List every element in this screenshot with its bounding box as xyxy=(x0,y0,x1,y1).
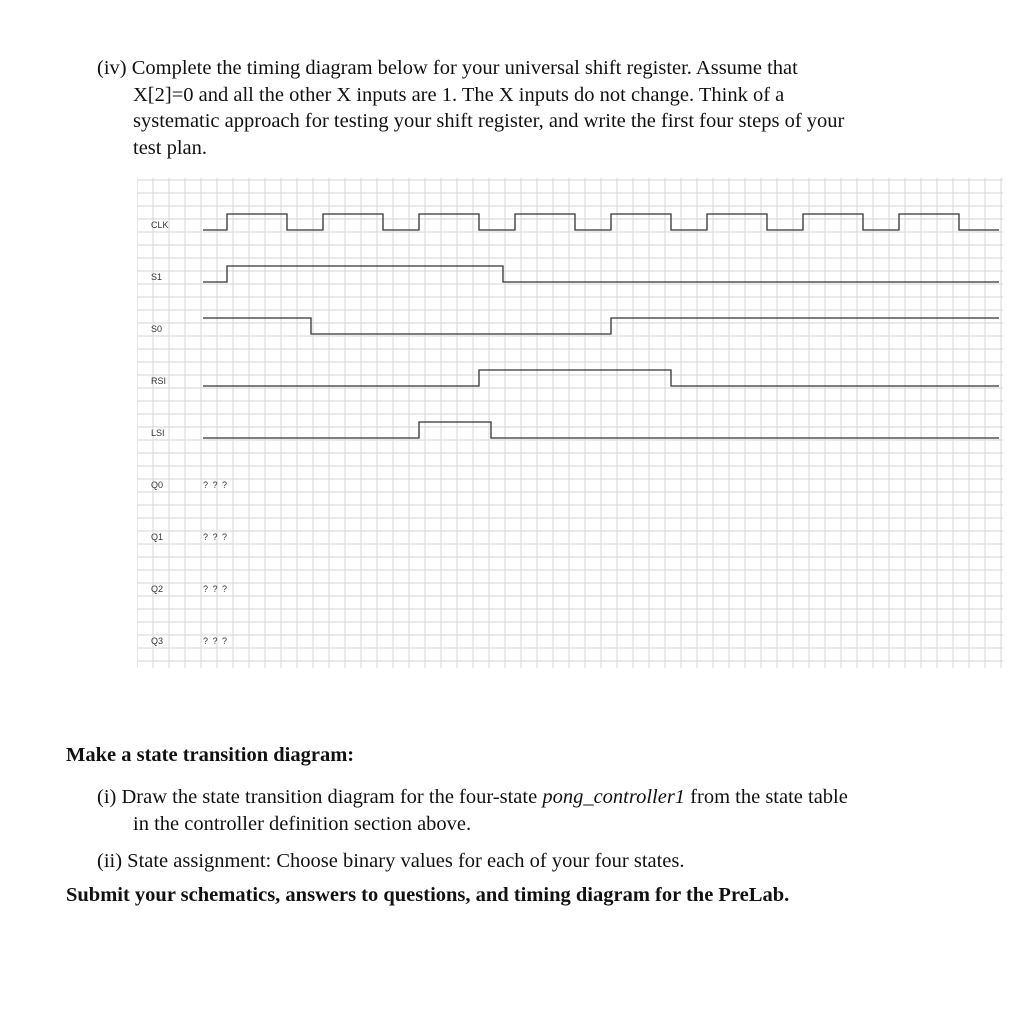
question-iv-line-2: X[2]=0 and all the other X inputs are 1. The X inputs do not change. Think of a xyxy=(133,83,785,106)
signal-label-lsi: LSI xyxy=(151,428,165,438)
signal-label-q3: Q3 xyxy=(151,636,164,646)
item-ii: (ii) State assignment: Choose binary values for each of your four states. xyxy=(97,850,685,872)
grid xyxy=(137,178,1003,668)
signal-label-q2: Q2 xyxy=(151,584,164,594)
q3-unknown-marks: ? ? ? xyxy=(203,636,229,646)
item-i-italic: pong_controller1 xyxy=(542,786,686,808)
question-iv xyxy=(97,55,927,161)
q2-unknown-marks: ? ? ? xyxy=(203,584,229,594)
item-i xyxy=(97,784,848,837)
signal-label-s1: S1 xyxy=(151,272,163,282)
state-diagram-heading: Make a state transition diagram: xyxy=(66,744,355,766)
item-i-suffix: from the state table xyxy=(685,786,848,808)
signal-label-clk: CLK xyxy=(151,220,169,230)
question-iv-line-3: systematic approach for testing your shift register, and write the first four steps of your xyxy=(133,110,845,132)
item-i-line-2: in the controller definition section above. xyxy=(133,812,472,835)
q0-unknown-marks: ? ? ? xyxy=(203,480,229,490)
signal-label-s0: S0 xyxy=(151,324,163,334)
signal-label-rsi: RSI xyxy=(151,376,167,386)
question-iv-line-4: test plan. xyxy=(133,136,208,159)
question-iv-line-1: (iv) Complete the timing diagram below for your universal shift register. Assume that xyxy=(97,57,798,79)
submit-instruction: Submit your schematics, answers to questions, and timing diagram for the PreLab. xyxy=(66,884,790,906)
timing-diagram xyxy=(137,178,1003,680)
signal-label-q1: Q1 xyxy=(151,532,164,542)
q1-unknown-marks: ? ? ? xyxy=(203,532,229,542)
signal-label-q0: Q0 xyxy=(151,480,164,490)
item-i-prefix: (i) Draw the state transition diagram for the four-state xyxy=(97,786,543,808)
